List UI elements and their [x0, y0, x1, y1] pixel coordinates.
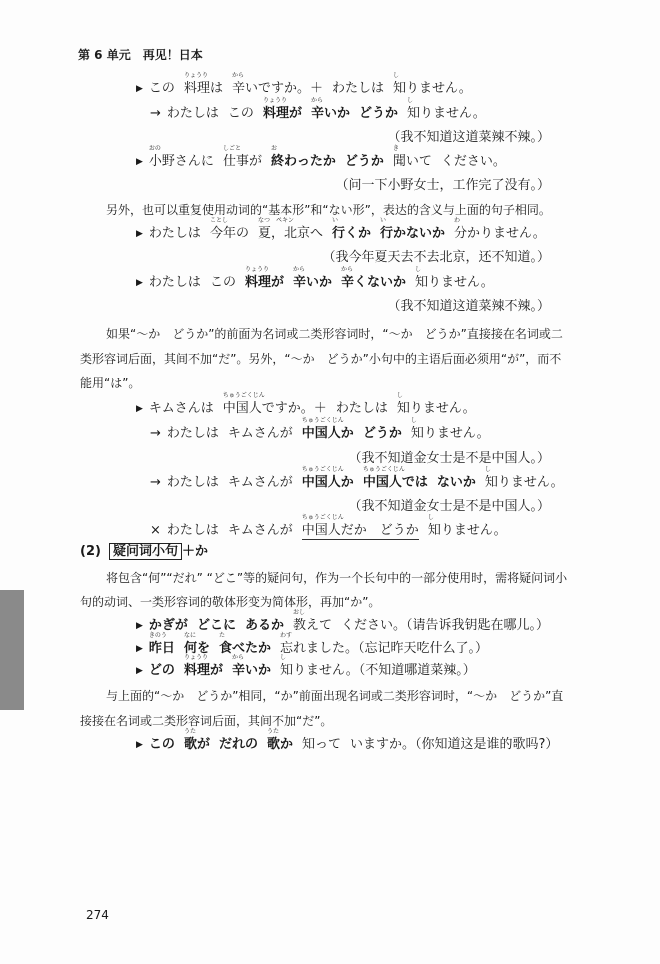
phrase-text: わたしは [166, 475, 219, 490]
japanese-phrase [362, 466, 428, 491]
furigana: きのう [148, 632, 167, 639]
furigana: し [415, 266, 422, 273]
phrase-text: 歌が [183, 737, 210, 752]
phrase-text: 中国人ですか。＋ [222, 401, 327, 416]
furigana: た [218, 632, 225, 639]
japanese-phrase [363, 426, 402, 442]
phrase-text: わたしは [331, 81, 384, 96]
japanese-phrase [183, 72, 223, 97]
japanese-phrase [231, 72, 323, 97]
japanese-phrase [244, 266, 284, 291]
page-number: 274 [86, 908, 109, 922]
phrase-text: いますか。（你知道这是谁的歌吗?） [350, 737, 559, 752]
japanese-phrase [301, 466, 354, 491]
furigana: から [231, 654, 244, 661]
example-line [150, 466, 573, 491]
japanese-phrase [392, 145, 432, 170]
furigana: しごと [222, 145, 241, 152]
phrase-text: 夏，北京へ [257, 226, 323, 241]
furigana: し [396, 392, 403, 399]
japanese-phrase [415, 266, 494, 291]
japanese-phrase [167, 475, 219, 491]
furigana: りょうり [244, 266, 269, 273]
phrase-text: 辛いか [292, 275, 332, 290]
furigana: なつ ペキン [257, 217, 294, 224]
furigana: い [331, 217, 338, 224]
phrase-text: ください。（请告诉我钥匙在哪儿。） [340, 618, 549, 633]
paragraph-line: 如果“～か どうか”的前面为名词或二类形容词时，“～か どうか”直接接在名词或二 [106, 327, 563, 341]
japanese-phrase [427, 514, 507, 539]
phrase-text: 中国人か [301, 475, 354, 490]
phrase-text: 知りません。 [415, 275, 494, 290]
example-line [136, 266, 503, 291]
phrase-text: 小野さんに [148, 154, 214, 169]
phrase-text: この [148, 737, 175, 752]
japanese-phrase [228, 475, 293, 491]
phrase-text: 昨日 [148, 641, 175, 656]
phrase-text: 辛いですか。＋ [231, 81, 323, 96]
phrase-text: 知りません。 [427, 523, 507, 538]
japanese-phrase [228, 426, 293, 442]
japanese-phrase [231, 654, 271, 679]
japanese-phrase [209, 217, 249, 242]
japanese-phrase [310, 97, 350, 122]
phrase-text: キムさんが [227, 475, 293, 490]
translation: （问一下小野女士，工作完了没有。） [335, 178, 550, 193]
phrase-text: 辛いか [310, 106, 350, 121]
furigana: わす [279, 632, 292, 639]
translation: （我不知道金女士是不是中国人。） [348, 499, 550, 514]
bullet-marker: → [150, 475, 161, 490]
phrase-text: 知りません。 [410, 426, 490, 441]
phrase-text: わたしは [148, 226, 201, 241]
phrase-text: 料理は [183, 81, 223, 96]
furigana: ちゅうごくじん [301, 514, 344, 521]
japanese-phrase [197, 618, 236, 634]
furigana: き [392, 145, 399, 152]
phrase-text: 知りません。 [484, 475, 564, 490]
phrase-text: 中国人だか どうか [301, 523, 419, 538]
example-line [136, 72, 481, 97]
japanese-phrase [228, 523, 293, 539]
japanese-phrase [301, 417, 354, 442]
phrase-text: 料理が [262, 106, 302, 121]
japanese-phrase [336, 401, 388, 417]
phrase-text: あるか [244, 618, 284, 633]
furigana: し [410, 417, 417, 424]
japanese-phrase [279, 654, 476, 679]
phrase-text: この [209, 275, 236, 290]
japanese-phrase [149, 81, 175, 97]
translation: （我不知道金女士是不是中国人。） [348, 451, 550, 466]
japanese-phrase [148, 632, 175, 657]
phrase-text: この [227, 106, 254, 121]
bullet-marker: ▶ [136, 644, 143, 654]
japanese-phrase [301, 514, 419, 540]
japanese-phrase [149, 401, 214, 417]
japanese-phrase [222, 145, 262, 170]
example-line [136, 728, 567, 753]
phrase-text: どうか [344, 154, 384, 169]
bullet-marker: ▶ [136, 621, 143, 631]
unit-header: 第 6 单元 再见！日本 [78, 48, 203, 62]
japanese-phrase [359, 106, 398, 122]
section-number: (2) [80, 544, 101, 559]
furigana: から [292, 266, 305, 273]
translation: （我不知道这道菜辣不辣。） [387, 299, 550, 314]
example-line [150, 514, 516, 540]
phrase-text: この [148, 81, 175, 96]
japanese-phrase [350, 737, 558, 753]
paragraph-line: 将包含“何”“だれ” “どこ”等的疑问句，作为一个长句中的一部分使用时，需将疑问词小 [106, 571, 568, 585]
phrase-text: 食べたか [218, 641, 271, 656]
japanese-phrase [257, 217, 323, 242]
translation: （我今年夏天去不去北京，还不知道。） [322, 250, 550, 265]
japanese-phrase [406, 97, 486, 122]
heading-suffix: ＋か [181, 544, 208, 559]
japanese-phrase [379, 217, 445, 242]
example-line [136, 145, 515, 170]
bullet-marker: → [150, 426, 161, 441]
paragraph-line: 能用“は”。 [80, 376, 141, 390]
boxed-term: 疑问词小句 [109, 543, 182, 560]
phrase-text: 知りません。 [406, 106, 486, 121]
paragraph-line: 接接在名词或二类形容词后面，其间不加“だ”。 [80, 714, 333, 728]
example-line [136, 609, 558, 634]
japanese-phrase [302, 737, 341, 753]
phrase-text: 聞いて [392, 154, 432, 169]
phrase-text: どうか [358, 106, 398, 121]
japanese-phrase [219, 737, 258, 753]
furigana: ちゅうごくじん [222, 392, 265, 399]
japanese-phrase [292, 266, 332, 291]
phrase-text: 辛くないか [340, 275, 406, 290]
japanese-phrase [245, 618, 284, 634]
phrase-text: 歌か [266, 737, 293, 752]
furigana: ちゅうごくじん [301, 417, 344, 424]
phrase-text: わたしは [148, 275, 201, 290]
japanese-phrase [210, 275, 236, 291]
japanese-phrase [454, 217, 546, 242]
phrase-text: 行かないか [379, 226, 445, 241]
japanese-phrase [392, 72, 472, 97]
furigana: し [406, 97, 413, 104]
translation: （我不知道这道菜辣不辣。） [387, 130, 550, 145]
section-heading [80, 544, 208, 560]
japanese-phrase [437, 475, 476, 491]
furigana: わ [454, 217, 461, 224]
phrase-text: だれの [218, 737, 258, 752]
phrase-text: どこに [196, 618, 236, 633]
furigana: し [427, 514, 434, 521]
phrase-text: 料理が [244, 275, 284, 290]
furigana: から [231, 72, 244, 79]
japanese-phrase [340, 266, 406, 291]
japanese-phrase [345, 154, 384, 170]
phrase-text: わたしは [335, 401, 388, 416]
phrase-text: どの [148, 663, 175, 678]
phrase-text: 何を [183, 641, 210, 656]
phrase-text: わたしは [166, 106, 219, 121]
japanese-phrase [396, 392, 476, 417]
japanese-phrase [167, 106, 219, 122]
paragraph-line: 句的动词、一类形容词的敬体形变为简体形，再加“か”。 [80, 595, 381, 609]
bullet-marker: ▶ [136, 740, 143, 750]
furigana: から [340, 266, 353, 273]
japanese-phrase [441, 154, 506, 170]
furigana: から [310, 97, 323, 104]
bullet-marker: × [150, 523, 161, 538]
japanese-phrase [270, 145, 336, 170]
japanese-phrase [149, 737, 175, 753]
japanese-phrase [228, 106, 254, 122]
phrase-text: わたしは [166, 523, 219, 538]
phrase-text: 忘れました。（忘记昨天吃什么了。） [279, 641, 488, 656]
japanese-phrase [218, 632, 271, 657]
japanese-phrase [149, 663, 175, 679]
bullet-marker: ▶ [136, 278, 143, 288]
bullet-marker: ▶ [136, 229, 143, 239]
phrase-text: どうか [362, 426, 402, 441]
furigana: お [270, 145, 277, 152]
phrase-text: キムさんは [148, 401, 214, 416]
japanese-phrase [149, 275, 201, 291]
japanese-phrase [222, 392, 327, 417]
japanese-phrase [410, 417, 490, 442]
bullet-marker: ▶ [136, 157, 143, 167]
phrase-text: 教えて [292, 618, 332, 633]
furigana: し [392, 72, 399, 79]
phrase-text: キムさんが [227, 523, 293, 538]
japanese-phrase [148, 145, 214, 170]
bullet-marker: ▶ [136, 404, 143, 414]
phrase-text: 知りません。 [396, 401, 476, 416]
furigana: し [484, 466, 491, 473]
example-line [136, 217, 555, 242]
japanese-phrase [149, 226, 201, 242]
japanese-phrase [341, 618, 549, 634]
paragraph-line: 类形容词后面，其间不加“だ”。另外，“～か どうか”小句中的主语后面必须用“が”，而不 [80, 352, 562, 366]
gray-edge-tab [0, 590, 24, 710]
paragraph-line: 另外，也可以重复使用动词的“基本形”和“ない形”，表达的含义与上面的句子相同。 [106, 203, 551, 217]
furigana: りょうり [262, 97, 287, 104]
furigana: りょうり [183, 72, 208, 79]
japanese-phrase [292, 609, 332, 634]
japanese-phrase [167, 523, 219, 539]
japanese-phrase [262, 97, 302, 122]
phrase-text: 分かりません。 [454, 226, 546, 241]
japanese-phrase [484, 466, 564, 491]
furigana: い [379, 217, 386, 224]
phrase-text: 仕事が [222, 154, 262, 169]
japanese-phrase [279, 632, 488, 657]
phrase-text: 中国人では [362, 475, 428, 490]
phrase-text: 行くか [331, 226, 371, 241]
japanese-phrase [183, 654, 223, 679]
phrase-text: 知りません。 [392, 81, 472, 96]
bullet-marker: → [150, 106, 161, 121]
furigana: おし [292, 609, 305, 616]
phrase-text: 辛いか [231, 663, 271, 678]
paragraph-line: 与上面的“～か どうか”相同，“か”前面出现名词或二类形容词时，“～か どうか”直 [106, 689, 564, 703]
example-line [136, 654, 485, 679]
furigana: おの [148, 145, 161, 152]
phrase-text: 中国人か [301, 426, 354, 441]
example-line [136, 392, 485, 417]
phrase-text: ないか [436, 475, 476, 490]
furigana: うた [183, 728, 196, 735]
furigana: りょうり [183, 654, 208, 661]
furigana: ちゅうごくじん [362, 466, 405, 473]
phrase-text: 知りません。（不知道哪道菜辣。） [279, 663, 476, 678]
japanese-phrase [331, 217, 371, 242]
example-line [150, 97, 495, 122]
japanese-phrase [167, 426, 219, 442]
japanese-phrase [183, 728, 210, 753]
phrase-text: 料理が [183, 663, 223, 678]
furigana: なに [183, 632, 196, 639]
japanese-phrase [332, 81, 384, 97]
phrase-text: 今年の [209, 226, 249, 241]
phrase-text: 知って [301, 737, 341, 752]
furigana: ことし [209, 217, 228, 224]
furigana: ちゅうごくじん [301, 466, 344, 473]
phrase-text: 終わったか [270, 154, 336, 169]
furigana: し [279, 654, 286, 661]
phrase-text: ください。 [440, 154, 506, 169]
japanese-phrase [266, 728, 293, 753]
furigana: うた [266, 728, 279, 735]
bullet-marker: ▶ [136, 84, 143, 94]
phrase-text: キムさんが [227, 426, 293, 441]
phrase-text: わたしは [166, 426, 219, 441]
example-line [150, 417, 499, 442]
bullet-marker: ▶ [136, 666, 143, 676]
phrase-text: かぎが [148, 618, 188, 633]
